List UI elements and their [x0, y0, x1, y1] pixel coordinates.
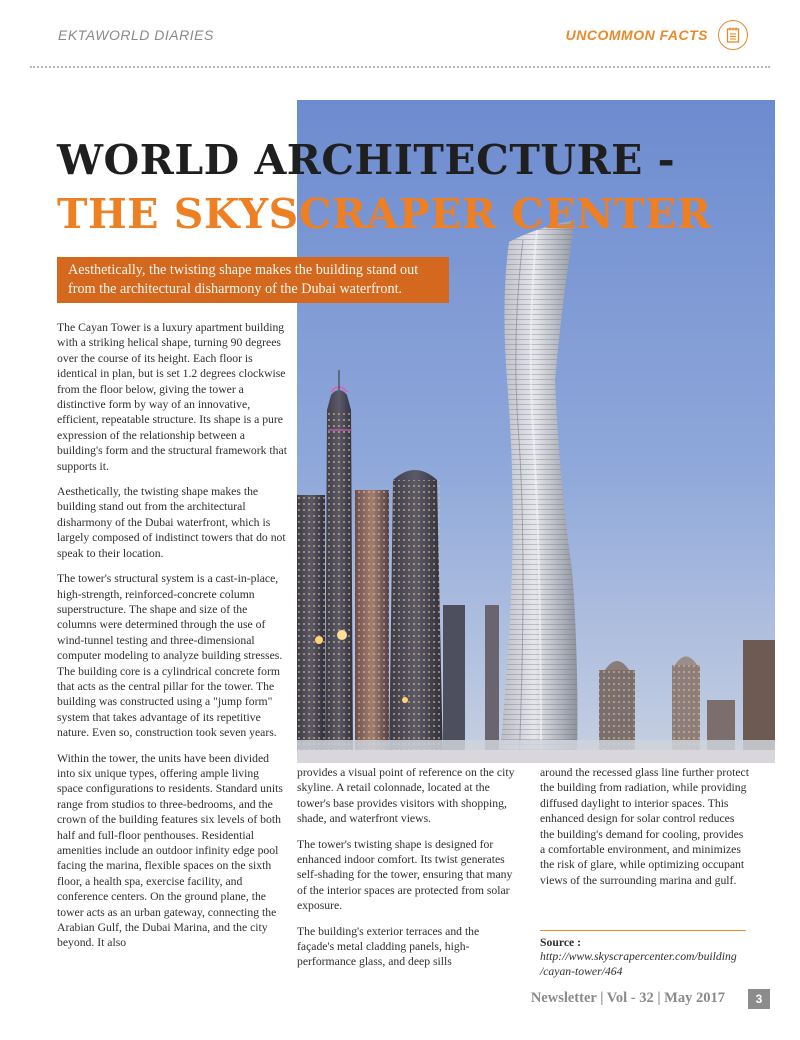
paragraph: The tower's structural system is a cast-in-place, high-strength, reinforced-concrete column superstructure. The shape and size of the columns were determined through the use of wind-tunnel testing and three-dimensional computer modeling to analyze building stresses. The building core is a cylindrical concrete form that acts as the central pillar for the tower. The building was constructed using a "jump form" system that takes advantage of its repetitive nature. Even so, construction took seven years.	[57, 572, 283, 740]
paragraph: The building's exterior terraces and the façade's metal cladding panels, high-performance glass, and deep sills	[297, 924, 480, 969]
body-column-1	[57, 320, 287, 961]
body-column-2	[297, 765, 515, 980]
newsletter-name: EKTAWORLD DIARIES	[58, 27, 214, 43]
page-title-line2: THE SKYSCRAPER CENTER	[57, 190, 712, 238]
paragraph: The tower's twisting shape is designed for enhanced indoor comfort. Its twist generates self-shading for the tower, ensuring that many of the interior spaces are protected from solar exposure.	[297, 837, 513, 913]
paragraph: Aesthetically, the twisting shape makes the building stand out from the architectural disharmony of the Dubai waterfront, which is largely composed of indistinct towers that do not speak to their location.	[57, 485, 286, 560]
source-label: Source :	[540, 936, 582, 949]
pull-quote	[57, 257, 449, 303]
page-title-line1: WORLD ARCHITECTURE -	[57, 136, 676, 184]
pull-quote-line2: from the architectural disharmony of the Dubai waterfront.	[68, 281, 403, 297]
pull-quote-line1: Aesthetically, the twisting shape makes the building stand out	[68, 262, 419, 278]
header-divider	[30, 66, 770, 68]
paragraph: provides a visual point of reference on the city skyline. A retail colonnade, located at the tower's base provides visitors with shopping, shade, and waterfront views.	[297, 766, 515, 826]
paragraph: around the recessed glass line further protect the building from radiation, while providing diffused daylight to interior spaces. This enhanced design for solar control reduces the building's demand for cooling, provides a comfortable environment, and minimizes the risk of glare, while optimizing occupant views of the surrounding marina and gulf.	[540, 766, 749, 887]
paragraph: The Cayan Tower is a luxury apartment building with a striking helical shape, turning 90 degrees over the course of its height. Each floor is identical in plan, but is set 1.2 degrees clockwise from the floor below, giving the tower a distinctive form by way of an innovative, efficient, repeatable structure. Its shape is a pure expression of the relationship between a building's form and the structural framework that supports it.	[57, 321, 287, 473]
notepad-icon	[718, 20, 748, 50]
paragraph: Within the tower, the units have been divided into six unique types, offering ample living space configurations to residents. Standard units range from studios to three-bedrooms, and the crown of the building features six levels of both half and full-floor penthouses. Residential amenities include an outdoor infinity edge pool facing the marina, flexible spaces on the sixth floor, a health spa, exercise facility, and conference centers. On the ground plane, the tower acts as an urban gateway, connecting the Arabian Gulf, the Dubai Marina, and the city beyond. It also	[57, 751, 283, 950]
page-number: 3	[748, 989, 770, 1009]
source-link[interactable]	[540, 949, 755, 980]
source-divider	[540, 930, 746, 931]
footer-issue: Newsletter | Vol - 32 | May 2017	[530, 990, 725, 1006]
body-column-3	[540, 765, 750, 898]
section-label: UNCOMMON FACTS	[565, 27, 708, 43]
source-url-line1: http://www.skyscrapercenter.com/building	[540, 950, 737, 963]
source-url-line2: /cayan-tower/464	[540, 965, 623, 979]
